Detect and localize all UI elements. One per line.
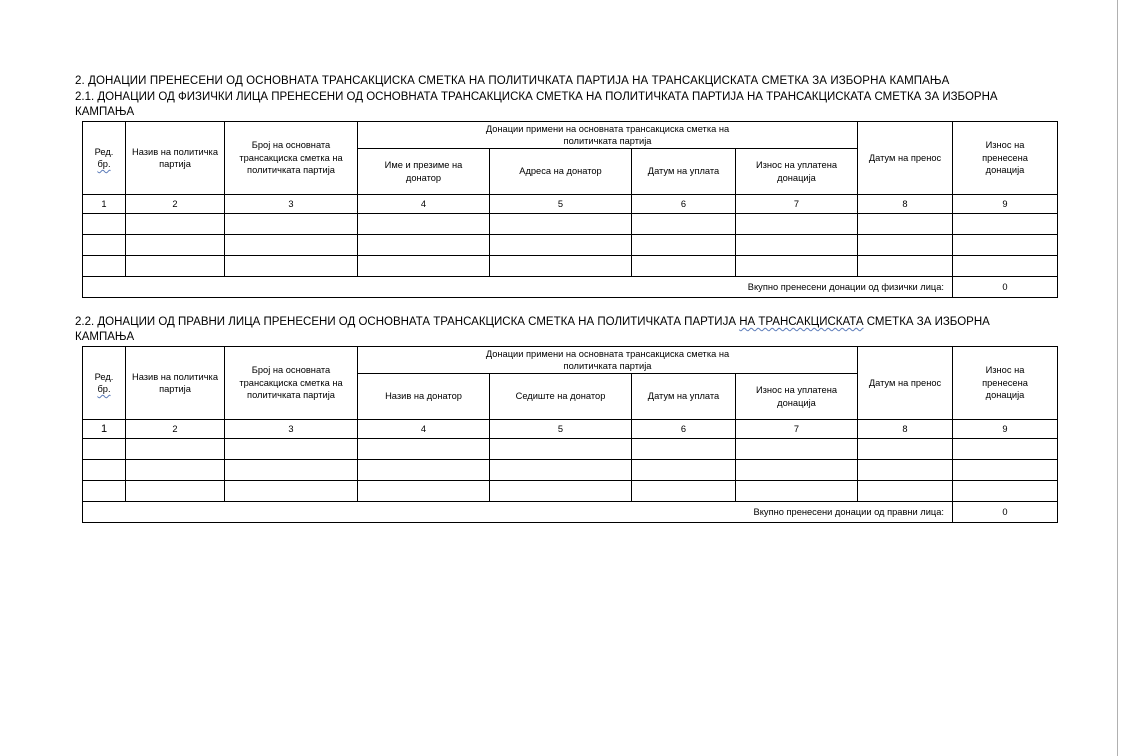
- header-red-br-line1: Ред.: [94, 371, 114, 382]
- cell-donor-name[interactable]: [358, 460, 490, 481]
- cell-payment-date[interactable]: [632, 214, 736, 235]
- cell-payment-date[interactable]: [632, 439, 736, 460]
- table-row: [83, 439, 1058, 460]
- cell-paid-amount[interactable]: [736, 256, 858, 277]
- caption-line-2: КАМПАЊА: [75, 331, 135, 343]
- header-paid-amount: Износ на уплатена донација: [736, 149, 858, 195]
- header-account-number: Број на основната трансакциска сметка на политичката партија: [225, 122, 358, 195]
- header-row-top: [83, 122, 1058, 149]
- cell-transferred-amount[interactable]: [953, 481, 1058, 502]
- cell-transfer-date[interactable]: [858, 460, 953, 481]
- cell-donor-address[interactable]: [490, 214, 632, 235]
- header-red-br-line2: бр.: [97, 384, 111, 394]
- header-donor-seat: Седиште на донатор: [490, 374, 632, 420]
- header-account-number: Број на основната трансакциска сметка на политичката партија: [225, 347, 358, 420]
- cell-paid-amount[interactable]: [736, 460, 858, 481]
- column-number: 4: [358, 195, 490, 214]
- column-number: 2: [126, 195, 225, 214]
- caption-line-1-part-c: СМЕТКА ЗА ИЗБОРНА: [863, 316, 990, 328]
- column-number: 3: [225, 420, 358, 439]
- cell-paid-amount[interactable]: [736, 214, 858, 235]
- header-transferred-amount: Износ на пренесена донација: [953, 122, 1058, 195]
- cell-donor-seat[interactable]: [490, 439, 632, 460]
- cell-red-br[interactable]: [83, 439, 126, 460]
- section-2-1-caption: [75, 90, 998, 120]
- header-paid-amount: Износ на уплатена донација: [736, 374, 858, 420]
- section-2-2-caption: [75, 315, 990, 345]
- cell-account-number[interactable]: [225, 256, 358, 277]
- cell-party-name[interactable]: [126, 460, 225, 481]
- header-donor-name: Име и презиме на донатор: [358, 149, 490, 195]
- cell-red-br[interactable]: [83, 214, 126, 235]
- caption-line-1: 2.1. ДОНАЦИИ ОД ФИЗИЧКИ ЛИЦА ПРЕНЕСЕНИ ОД ОСНОВНАТА ТРАНСАКЦИСКА СМЕТКА НА ПОЛИТИЧКАТА ПАРТИЈА НА ТРАНСАКЦИСКАТА СМЕТКА ЗА ИЗБОРНА: [75, 91, 998, 103]
- cell-party-name[interactable]: [126, 214, 225, 235]
- header-payment-date: Датум на уплата: [632, 149, 736, 195]
- cell-account-number[interactable]: [225, 214, 358, 235]
- total-value: 0: [953, 502, 1058, 523]
- column-number: 7: [736, 195, 858, 214]
- cell-transfer-date[interactable]: [858, 256, 953, 277]
- table-row: [83, 235, 1058, 256]
- cell-transferred-amount[interactable]: [953, 439, 1058, 460]
- natural-persons-donations-table: [82, 121, 1058, 298]
- legal-entities-donations-table: [82, 346, 1058, 523]
- cell-transfer-date[interactable]: [858, 235, 953, 256]
- header-party-name: Назив на политичка партија: [126, 122, 225, 195]
- column-number: 4: [358, 420, 490, 439]
- cell-donor-name[interactable]: [358, 481, 490, 502]
- table-row: [83, 214, 1058, 235]
- cell-party-name[interactable]: [126, 256, 225, 277]
- column-number: 5: [490, 420, 632, 439]
- cell-donor-address[interactable]: [490, 235, 632, 256]
- cell-account-number[interactable]: [225, 460, 358, 481]
- header-donations-group: Донации примени на основната трансакциска сметка на политичката партија: [358, 122, 858, 149]
- column-number-row: [83, 420, 1058, 439]
- caption-line-1-part-a: 2.2. ДОНАЦИИ ОД ПРАВНИ ЛИЦА ПРЕНЕСЕНИ ОД ОСНОВНАТА ТРАНСАКЦИСКА СМЕТКА НА ПОЛИТИЧКАТА ПАРТИЈА: [75, 316, 740, 328]
- total-label: Вкупно пренесени донации од правни лица:: [83, 502, 953, 523]
- cell-red-br[interactable]: [83, 256, 126, 277]
- header-donations-group: Донации примени на основната трансакциска сметка на политичката партија: [358, 347, 858, 374]
- total-row: [83, 502, 1058, 523]
- header-transferred-amount: Износ на пренесена донација: [953, 347, 1058, 420]
- cell-payment-date[interactable]: [632, 481, 736, 502]
- cell-payment-date[interactable]: [632, 460, 736, 481]
- header-red-br-line2: бр.: [97, 159, 111, 169]
- header-red-br: [83, 347, 126, 420]
- cell-account-number[interactable]: [225, 439, 358, 460]
- column-number: 6: [632, 195, 736, 214]
- column-number: 9: [953, 420, 1058, 439]
- cell-payment-date[interactable]: [632, 256, 736, 277]
- cell-transferred-amount[interactable]: [953, 214, 1058, 235]
- column-number: 2: [126, 420, 225, 439]
- header-donor-address: Адреса на донатор: [490, 149, 632, 195]
- header-party-name: Назив на политичка партија: [126, 347, 225, 420]
- cell-donor-name[interactable]: [358, 256, 490, 277]
- cell-transfer-date[interactable]: [858, 439, 953, 460]
- total-value: 0: [953, 277, 1058, 298]
- header-payment-date: Датум на уплата: [632, 374, 736, 420]
- cell-transferred-amount[interactable]: [953, 235, 1058, 256]
- cell-transfer-date[interactable]: [858, 214, 953, 235]
- column-number: 5: [490, 195, 632, 214]
- cell-paid-amount[interactable]: [736, 235, 858, 256]
- caption-line-1-part-b: НА ТРАНСАКЦИСКАТА: [739, 316, 864, 328]
- cell-transferred-amount[interactable]: [953, 460, 1058, 481]
- total-row: [83, 277, 1058, 298]
- column-number: 6: [632, 420, 736, 439]
- column-number: 8: [858, 420, 953, 439]
- total-label: Вкупно пренесени донации од физички лица:: [83, 277, 953, 298]
- column-number: 1: [83, 195, 126, 214]
- column-number-row: [83, 195, 1058, 214]
- cell-donor-seat[interactable]: [490, 460, 632, 481]
- section-2-title: 2. ДОНАЦИИ ПРЕНЕСЕНИ ОД ОСНОВНАТА ТРАНСАКЦИСКА СМЕТКА НА ПОЛИТИЧКАТА ПАРТИЈА НА ТРАНСАКЦИСКАТА СМЕТКА ЗА ИЗБОРНА КАМПАЊА: [75, 75, 950, 87]
- cell-transferred-amount[interactable]: [953, 256, 1058, 277]
- cell-paid-amount[interactable]: [736, 481, 858, 502]
- cell-red-br[interactable]: [83, 235, 126, 256]
- cell-party-name[interactable]: [126, 481, 225, 502]
- header-transfer-date: Датум на пренос: [858, 122, 953, 195]
- page-edge-line: [1117, 0, 1118, 756]
- cell-payment-date[interactable]: [632, 235, 736, 256]
- column-number: 3: [225, 195, 358, 214]
- table-row: [83, 460, 1058, 481]
- cell-donor-address[interactable]: [490, 256, 632, 277]
- cell-paid-amount[interactable]: [736, 439, 858, 460]
- table-row: [83, 256, 1058, 277]
- header-donor-name: Назив на донатор: [358, 374, 490, 420]
- cell-party-name[interactable]: [126, 235, 225, 256]
- column-number: 1: [83, 420, 126, 439]
- column-number: 9: [953, 195, 1058, 214]
- column-number: 8: [858, 195, 953, 214]
- cell-account-number[interactable]: [225, 235, 358, 256]
- cell-donor-seat[interactable]: [490, 481, 632, 502]
- cell-donor-name[interactable]: [358, 214, 490, 235]
- header-red-br-line1: Ред.: [94, 146, 114, 157]
- caption-line-1: [75, 315, 990, 330]
- header-red-br: [83, 122, 126, 195]
- cell-transfer-date[interactable]: [858, 481, 953, 502]
- caption-line-2: КАМПАЊА: [75, 106, 135, 118]
- table-row: [83, 481, 1058, 502]
- column-number: 7: [736, 420, 858, 439]
- cell-donor-name[interactable]: [358, 439, 490, 460]
- cell-donor-name[interactable]: [358, 235, 490, 256]
- header-transfer-date: Датум на пренос: [858, 347, 953, 420]
- cell-account-number[interactable]: [225, 481, 358, 502]
- cell-party-name[interactable]: [126, 439, 225, 460]
- cell-red-br[interactable]: [83, 460, 126, 481]
- header-row-top: [83, 347, 1058, 374]
- cell-red-br[interactable]: [83, 481, 126, 502]
